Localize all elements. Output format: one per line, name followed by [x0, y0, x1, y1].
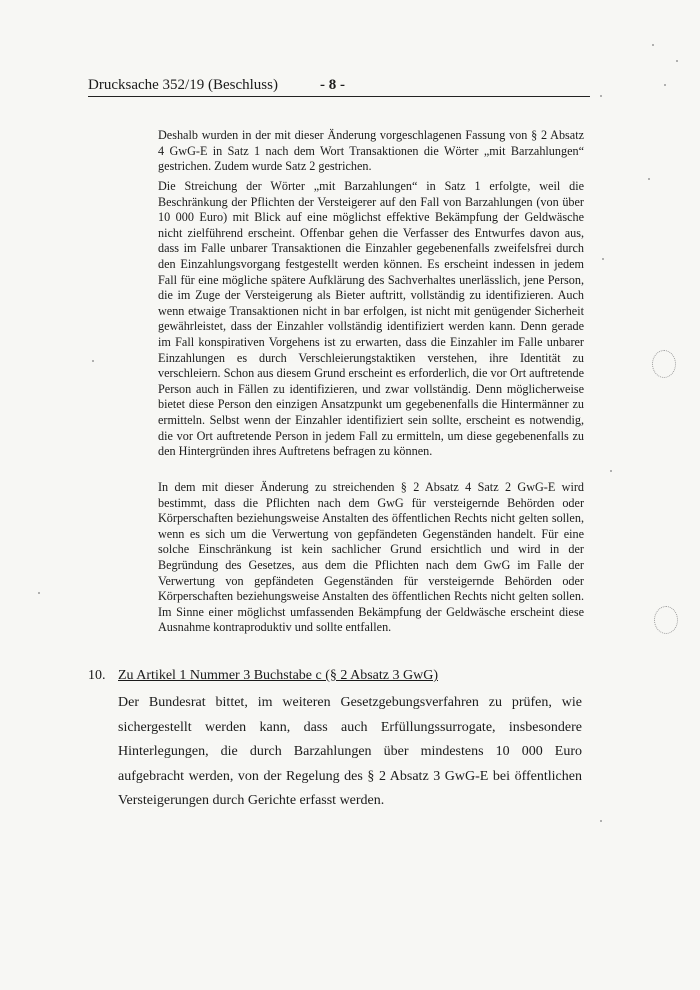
paragraph-deletion-note: Deshalb wurden in der mit dieser Änderung vorgeschlagenen Fassung von § 2 Absatz 4 GwG-E in Satz 1 nach dem Wort Transaktionen die Wörter „mit Barzahlungen“ gestrichen. Zudem wurde Satz 2 gestrichen. — [158, 128, 584, 174]
scan-speck — [600, 820, 602, 822]
document-reference: Drucksache 352/19 (Beschluss) — [88, 77, 278, 93]
punch-hole-mark — [652, 350, 676, 378]
scan-speck — [600, 95, 602, 97]
scan-speck — [676, 60, 678, 62]
paragraph-seized-goods-exception: In dem mit dieser Änderung zu streichenden § 2 Absatz 4 Satz 2 GwG-E wird bestimmt, dass die Pflichten nach dem GwG für versteigernde Behörden oder Körperschaften beziehungsweise Anstalten des öffentlichen Rechts nicht gelten sollen, wenn es sich um die Verwertung von gepfändeten Gegenständen handelt. Für eine solche Einschränkung ist kein sachlicher Grund ersichtlich und wird in der Begründung des Gesetzes, aus dem die Pflichten nach dem GwG im Falle der Verwertung von gepfändeten Gegenständen für versteigernde Behörden oder Körperschaften beziehungsweise Anstalten des öffentlichen Rechts nicht gelten sollen. Im Sinne einer möglichst umfassenden Bekämpfung der Geldwäsche erscheint diese Ausnahme kontraproduktiv und sollte entfallen. — [158, 480, 584, 635]
item-10-heading — [88, 667, 438, 685]
scan-speck — [610, 470, 612, 472]
punch-hole-mark — [654, 606, 678, 634]
item-title: Zu Artikel 1 Nummer 3 Buchstabe c (§ 2 Absatz 3 GwG) — [118, 668, 438, 683]
item-number: 10. — [88, 668, 106, 683]
scan-speck — [38, 592, 40, 594]
scan-speck — [648, 178, 650, 180]
scan-speck — [664, 84, 666, 86]
scan-speck — [652, 44, 654, 46]
page-number: - 8 - — [320, 77, 345, 93]
scan-speck — [92, 360, 94, 362]
paragraph-cash-payment-rationale: Die Streichung der Wörter „mit Barzahlungen“ in Satz 1 erfolgte, weil die Beschränkung der Pflichten der Versteigerer auf den Fall von Barzahlungen (von über 10 000 Euro) mit Blick auf eine möglichst effektive Bekämpfung der Geldwäsche nicht zielführend erscheint. Offenbar gehen die Verfasser des Entwurfes davon aus, dass im Falle unbarer Transaktionen die Einzahler gegebenenfalls zweifelsfrei durch den Einzahlungsvorgang festgestellt werden können. Es erscheint indessen in jedem Fall für eine mögliche spätere Aufklärung des Sachverhaltes unerlässlich, jene Person, die im Zuge der Versteigerung als Bieter auftritt, vollständig zu identifizieren. Auch wenn etwaige Transaktionen nicht in bar erfolgen, ist nicht mit genügender Sicherheit gewährleistet, dass der Einzahler vollständig identifiziert werden kann. Denn gerade im Fall konspirativen Vorgehens ist zu erwarten, dass die Einzahler im Falle unbarer Einzahlungen es durch Verschleierungstaktiken verstehen, ihre Identität zu verschleiern. Schon aus diesem Grund erscheint es erforderlich, die vor Ort auftretende Person auch in Fällen zu identifizieren, und zwar vollständig. Denn möglicherweise bietet diese Person den einzigen Ansatzpunkt um gegebenenfalls die Hintermänner zu ermitteln. Selbst wenn der Einzahler identifiziert sein sollte, erscheint es notwendig, die vor Ort auftretende Person in jedem Fall zu ermitteln, um diese gegebenenfalls zu den Hintergründen ihres Auftretens befragen zu können. — [158, 179, 584, 459]
scan-speck — [602, 258, 604, 260]
item-10-body: Der Bundesrat bittet, im weiteren Gesetzgebungsverfahren zu prüfen, wie sichergestellt werden kann, dass auch Erfüllungssurrogate, insbesondere Hinterlegungen, die durch Barzahlungen über mindestens 10 000 Euro aufgebracht werden, von der Regelung des § 2 Absatz 3 GwG-E bei öffentlichen Versteigerungen durch Gerichte erfasst werden. — [118, 695, 582, 809]
page-header — [88, 76, 590, 97]
